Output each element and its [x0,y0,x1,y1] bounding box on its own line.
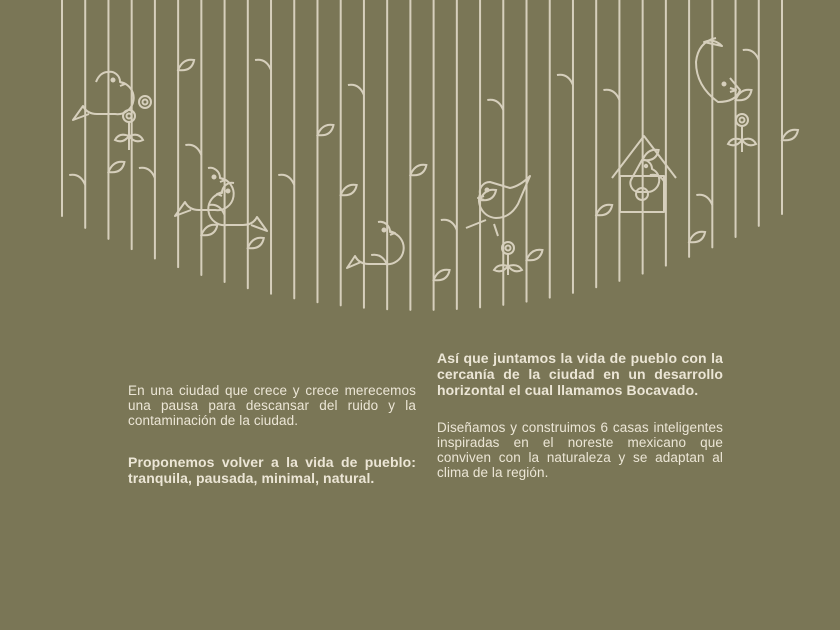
leaf-icon [108,162,124,173]
leaf-icon [178,60,194,71]
leaf-icon [248,238,264,249]
right-text-column [437,350,723,480]
flower-icon [115,110,143,150]
flower-icon [728,114,756,152]
flower-icon [494,242,522,275]
bird-icon [696,38,740,102]
leaf-icon [348,85,364,95]
leaf-icon [434,270,450,281]
leaf-icon [139,168,155,178]
leaf-icon [743,50,759,60]
leaf-icon [317,125,333,136]
leaf-icon [527,250,543,261]
bird-icon [73,72,134,120]
right-paragraph-1: Así que juntamos la vida de pueblo con la cercanía de la ciudad en un desarrollo horizontal el cual llamamos Bocavado. [437,350,723,398]
leaf-icon [255,60,271,70]
leaf-icon [557,75,573,85]
leaf-icon [69,175,85,185]
leaf-icon [696,195,712,205]
left-text-column [128,383,416,486]
leaf-icon [441,220,457,230]
right-paragraph-2: Diseñamos y construimos 6 casas inteligentes inspiradas en el noreste mexicano que conviven con la naturaleza y se adaptan al clima de la región. [437,420,723,480]
flower-icon [139,96,151,108]
leaf-icon [341,185,357,196]
leaf-icon [410,165,426,176]
vertical-stems [62,0,782,310]
bird-icon [347,222,404,268]
leaf-icon [689,232,705,243]
leaf-icon [782,130,798,141]
left-paragraph-2: Proponemos volver a la vida de pueblo: tranquila, pausada, minimal, natural. [128,454,416,486]
bird-icon [466,176,530,236]
leaf-icon [487,100,503,110]
leaf-icon [596,205,612,216]
left-paragraph-1: En una ciudad que crece y crece merecemos una pausa para descansar del ruido y la contaminación de la ciudad. [128,383,416,428]
leaf-icon [201,225,217,236]
leaf-icon [603,90,619,100]
leaf-icon [278,175,294,185]
leaf-icon [185,145,201,155]
